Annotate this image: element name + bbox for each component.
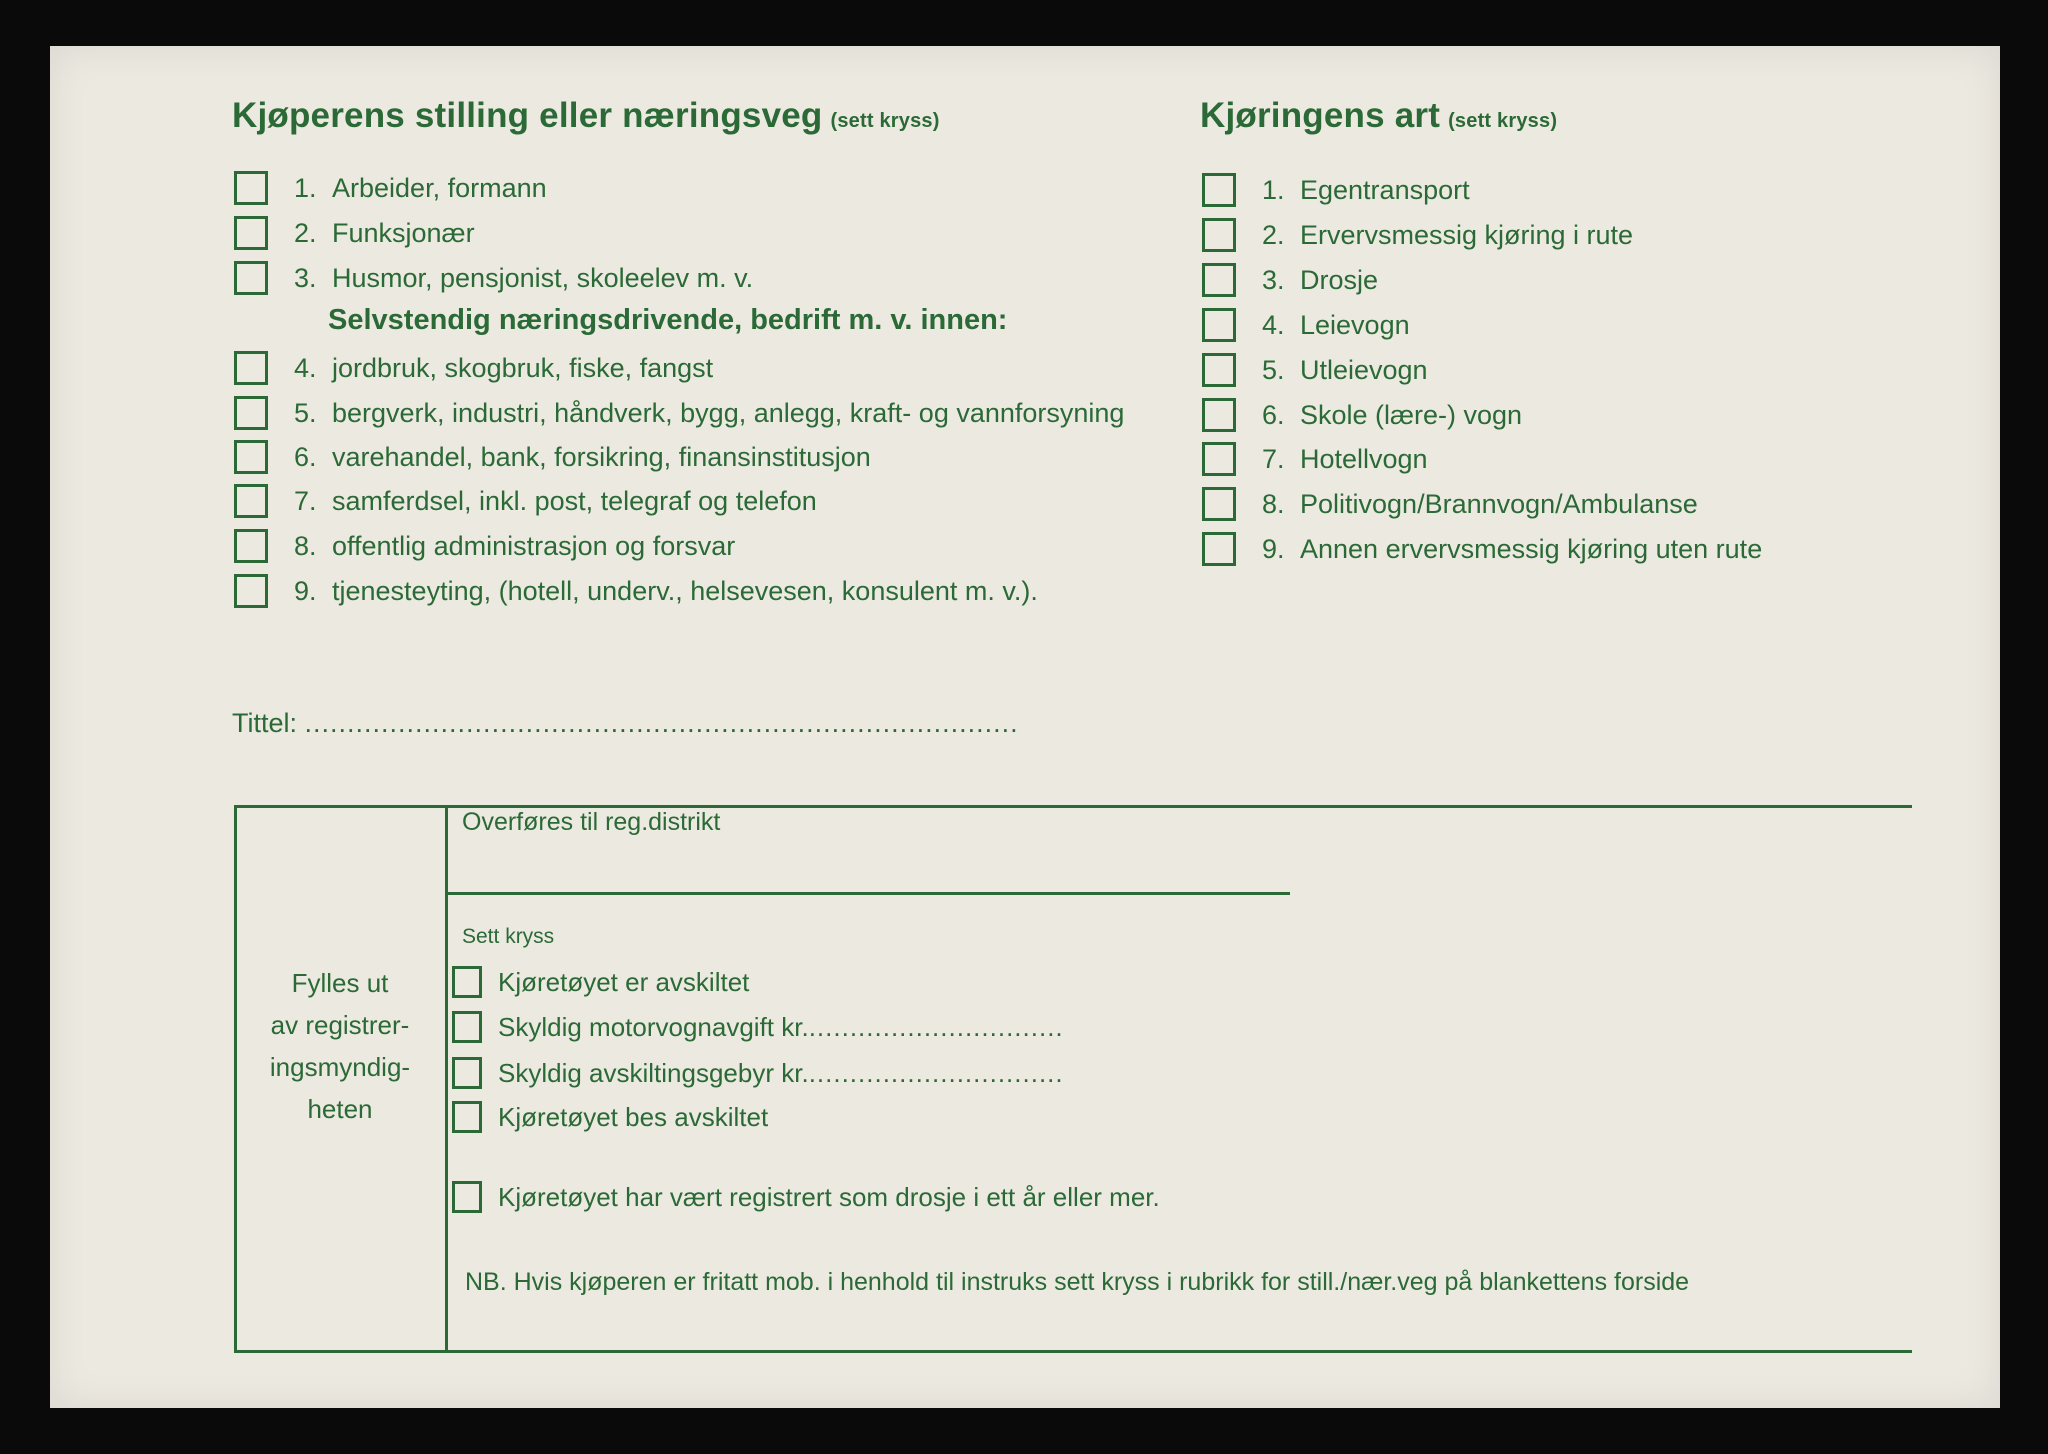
check-motor-tax-owed[interactable]: [452, 1010, 1064, 1044]
option-label: bergverk, industri, håndverk, bygg, anlegg, kraft- og vannforsyning: [332, 397, 1125, 428]
checkbox[interactable]: [1202, 442, 1236, 476]
title-field-label: Tittel:: [232, 708, 298, 738]
option-number: 1.: [1262, 174, 1285, 205]
buyer-occupation-title-text: Kjøperens stilling eller næringsveg: [232, 96, 823, 135]
title-field-dotted-line: ....................................................................................: [304, 708, 1019, 738]
checkbox[interactable]: [452, 1101, 482, 1133]
option-label: Ervervsmessig kjøring i rute: [1300, 219, 1634, 250]
check-label: Kjøretøyet har vært registrert som drosje i ett år eller mer.: [498, 1181, 1160, 1212]
option-label: samferdsel, inkl. post, telegraf og telefon: [332, 485, 817, 516]
checkbox[interactable]: [234, 574, 268, 608]
option-label: Drosje: [1300, 264, 1379, 295]
driving-option-6[interactable]: [1202, 397, 1522, 433]
checkbox[interactable]: [1202, 487, 1236, 521]
self-employed-subheading: Selvstendig næringsdrivende, bedrift m. v. innen:: [328, 304, 1008, 336]
driving-option-1[interactable]: [1202, 172, 1470, 208]
check-label: Skyldig motorvognavgift kr.: [498, 1011, 809, 1042]
option-number: 4.: [1262, 309, 1285, 340]
check-taxi-one-year[interactable]: [452, 1180, 1160, 1214]
occupation-option-5[interactable]: [234, 395, 1124, 431]
option-label: offentlig administrasjon og forsvar: [332, 530, 736, 561]
checkbox[interactable]: [452, 1057, 482, 1089]
option-number: 3.: [1262, 264, 1285, 295]
admin-box-left-border: [234, 805, 237, 1353]
driving-option-9[interactable]: [1202, 531, 1762, 567]
driving-option-7[interactable]: [1202, 441, 1428, 477]
checkbox[interactable]: [1202, 218, 1236, 252]
checkbox[interactable]: [1202, 353, 1236, 387]
occupation-option-4[interactable]: [234, 350, 713, 386]
check-label: Kjøretøyet er avskiltet: [498, 966, 750, 997]
checkbox[interactable]: [234, 484, 268, 518]
side-label-line: Fylles ut: [291, 968, 389, 998]
side-label-line: ingsmyndig-: [269, 1052, 411, 1082]
checkbox[interactable]: [1202, 173, 1236, 207]
option-number: 8.: [1262, 488, 1285, 519]
option-label: Utleievogn: [1300, 354, 1428, 385]
check-dots: ...............................: [808, 1057, 1064, 1088]
option-label: Husmor, pensjonist, skoleelev m. v.: [332, 262, 754, 293]
occupation-option-6[interactable]: [234, 439, 871, 475]
title-field[interactable]: [232, 708, 1019, 739]
option-label: Leievogn: [1300, 309, 1410, 340]
side-label-line: heten: [307, 1094, 373, 1124]
check-request-deregistration[interactable]: [452, 1100, 768, 1134]
admin-box-bottom-border: [234, 1350, 1912, 1353]
buyer-occupation-title: [232, 96, 940, 136]
option-label: Annen ervervsmessig kjøring uten rute: [1300, 533, 1763, 564]
occupation-option-2[interactable]: [234, 215, 475, 251]
checkbox[interactable]: [234, 351, 268, 385]
option-number: 7.: [1262, 443, 1285, 474]
option-number: 7.: [294, 485, 317, 516]
checkbox[interactable]: [452, 966, 482, 998]
driving-option-2[interactable]: [1202, 217, 1633, 253]
check-dots: ...............................: [808, 1011, 1064, 1042]
transfer-line: [448, 892, 1290, 895]
check-deregistered[interactable]: [452, 965, 749, 999]
check-deregistration-fee-owed[interactable]: [452, 1056, 1064, 1090]
driving-option-5[interactable]: [1202, 352, 1428, 388]
occupation-option-1[interactable]: [234, 170, 547, 206]
driving-type-title-note: (sett kryss): [1448, 110, 1558, 132]
check-label: Kjøretøyet bes avskiltet: [498, 1101, 769, 1132]
registration-authority-label: [240, 962, 440, 1130]
option-label: Arbeider, formann: [332, 172, 547, 203]
check-label: Skyldig avskiltingsgebyr kr.: [498, 1057, 809, 1088]
option-number: 2.: [1262, 219, 1285, 250]
nb-note: NB. Hvis kjøperen er fritatt mob. i henhold til instruks sett kryss i rubrikk for still./nær.veg på blankettens forside: [465, 1268, 1690, 1296]
checkbox[interactable]: [234, 171, 268, 205]
checkbox[interactable]: [234, 440, 268, 474]
driving-type-title-text: Kjøringens art: [1200, 96, 1441, 135]
option-number: 6.: [294, 441, 317, 472]
occupation-option-3[interactable]: [234, 260, 753, 296]
option-number: 2.: [294, 217, 317, 248]
checkbox[interactable]: [234, 216, 268, 250]
option-number: 3.: [294, 262, 317, 293]
option-number: 9.: [294, 575, 317, 606]
checkbox[interactable]: [234, 261, 268, 295]
option-number: 5.: [1262, 354, 1285, 385]
option-label: Skole (lære-) vogn: [1300, 399, 1523, 430]
option-label: Politivogn/Brannvogn/Ambulanse: [1300, 488, 1698, 519]
option-number: 5.: [294, 397, 317, 428]
checkbox[interactable]: [452, 1011, 482, 1043]
driving-option-4[interactable]: [1202, 307, 1410, 343]
option-number: 6.: [1262, 399, 1285, 430]
side-label-line: av registrer-: [270, 1010, 410, 1040]
option-number: 4.: [294, 352, 317, 383]
option-number: 8.: [294, 530, 317, 561]
checkbox[interactable]: [1202, 308, 1236, 342]
sett-kryss-label: Sett kryss: [462, 925, 555, 948]
buyer-occupation-title-note: (sett kryss): [830, 110, 940, 132]
occupation-option-7[interactable]: [234, 483, 817, 519]
driving-option-8[interactable]: [1202, 486, 1698, 522]
admin-box-divider: [445, 805, 448, 1353]
checkbox[interactable]: [452, 1181, 482, 1213]
driving-option-3[interactable]: [1202, 262, 1378, 298]
checkbox[interactable]: [234, 529, 268, 563]
occupation-option-9[interactable]: [234, 573, 1038, 609]
option-label: varehandel, bank, forsikring, finansinstitusjon: [332, 441, 871, 472]
checkbox[interactable]: [1202, 263, 1236, 297]
option-label: tjenesteyting, (hotell, underv., helsevesen, konsulent m. v.).: [332, 575, 1038, 606]
option-number: 1.: [294, 172, 317, 203]
checkbox[interactable]: [234, 396, 268, 430]
checkbox[interactable]: [1202, 532, 1236, 566]
option-number: 9.: [1262, 533, 1285, 564]
option-label: Funksjonær: [332, 217, 475, 248]
transfer-district-label: Overføres til reg.distrikt: [462, 808, 721, 836]
option-label: Hotellvogn: [1300, 443, 1428, 474]
driving-type-title: [1200, 96, 1557, 136]
occupation-option-8[interactable]: [234, 528, 735, 564]
option-label: Egentransport: [1300, 174, 1470, 205]
checkbox[interactable]: [1202, 398, 1236, 432]
option-label: jordbruk, skogbruk, fiske, fangst: [332, 352, 714, 383]
